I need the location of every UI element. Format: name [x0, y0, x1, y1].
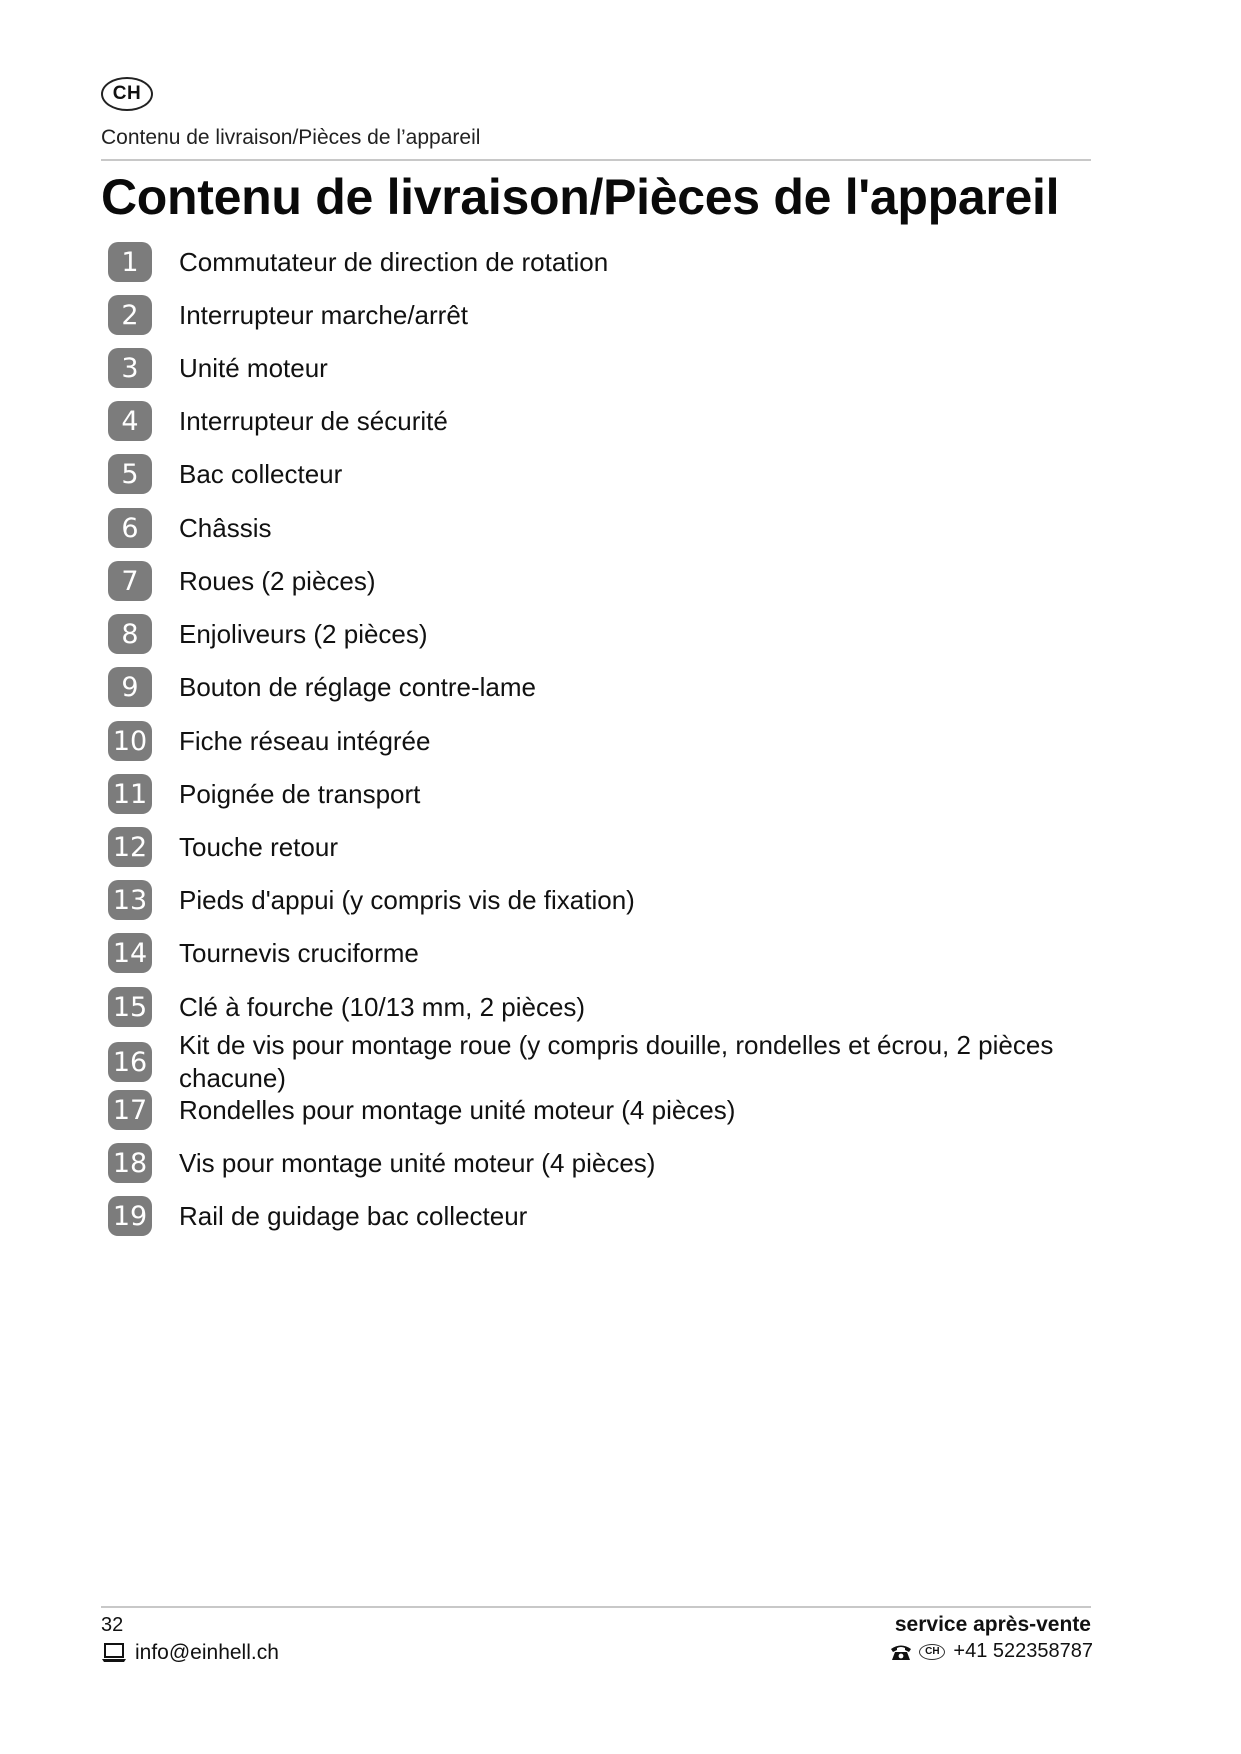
footer-divider: [101, 1606, 1091, 1608]
list-item: [108, 1029, 1068, 1095]
list-item: [108, 721, 1068, 761]
header-divider: [101, 159, 1091, 161]
list-item: [108, 1090, 1068, 1130]
part-label: Châssis: [179, 512, 272, 543]
part-number-badge: 1: [108, 242, 152, 282]
list-item: [108, 1196, 1068, 1236]
country-code: CH: [112, 83, 142, 104]
part-label: Pieds d'appui (y compris vis de fixation): [179, 884, 635, 915]
part-number-badge: 2: [108, 295, 152, 335]
part-number-badge: 12: [108, 827, 152, 867]
part-number-badge: 8: [108, 614, 152, 654]
list-item: [108, 880, 1068, 920]
list-item: [108, 1143, 1068, 1183]
list-item: [108, 667, 1068, 707]
part-label: Vis pour montage unité moteur (4 pièces): [179, 1147, 656, 1178]
part-number-badge: 18: [108, 1143, 152, 1183]
part-label: Rail de guidage bac collecteur: [179, 1200, 528, 1231]
list-item: [108, 454, 1068, 494]
part-label: Rondelles pour montage unité moteur (4 pièces): [179, 1094, 736, 1125]
country-mini-badge: CH: [919, 1644, 945, 1660]
part-number-badge: 10: [108, 721, 152, 761]
part-number-badge: 13: [108, 880, 152, 920]
part-number-badge: 17: [108, 1090, 152, 1130]
part-number-badge: 19: [108, 1196, 152, 1236]
part-label: Touche retour: [179, 831, 338, 862]
phone-number[interactable]: +41 522358787: [953, 1640, 1093, 1662]
part-label: Clé à fourche (10/13 mm, 2 pièces): [179, 991, 586, 1022]
list-item: [108, 242, 1068, 282]
part-label: Enjoliveurs (2 pièces): [179, 618, 428, 649]
part-number-badge: 5: [108, 454, 152, 494]
part-label: Interrupteur de sécurité: [179, 405, 448, 436]
list-item: [108, 561, 1068, 601]
telephone-icon: [889, 1643, 913, 1661]
list-item: [108, 348, 1068, 388]
page-number: 32: [101, 1614, 124, 1636]
part-label: Roues (2 pièces): [179, 565, 376, 596]
part-label: Commutateur de direction de rotation: [179, 246, 609, 277]
part-label: Interrupteur marche/arrêt: [179, 299, 469, 330]
part-label: Fiche réseau intégrée: [179, 725, 431, 756]
laptop-icon: [101, 1642, 127, 1664]
list-item: [108, 827, 1068, 867]
part-label: Poignée de transport: [179, 778, 421, 809]
part-label: Bac collecteur: [179, 458, 343, 489]
list-item: [108, 295, 1068, 335]
part-number-badge: 9: [108, 667, 152, 707]
part-number-badge: 14: [108, 933, 152, 973]
list-item: [108, 933, 1068, 973]
part-number-badge: 11: [108, 774, 152, 814]
part-label: Bouton de réglage contre-lame: [179, 671, 537, 702]
part-label: Tournevis cruciforme: [179, 937, 419, 968]
list-item: [108, 614, 1068, 654]
footer-email: [101, 1641, 279, 1665]
list-item: [108, 401, 1068, 441]
service-title: service après-vente: [894, 1613, 1091, 1636]
footer-phone: [889, 1640, 1093, 1663]
part-number-badge: 16: [108, 1042, 152, 1082]
email-address[interactable]: info@einhell.ch: [135, 1641, 279, 1664]
page-title: Contenu de livraison/Pièces de l'appareil: [101, 169, 1060, 225]
part-number-badge: 4: [108, 401, 152, 441]
breadcrumb: Contenu de livraison/Pièces de l’appareil: [101, 126, 481, 149]
part-number-badge: 15: [108, 987, 152, 1027]
part-number-badge: 7: [108, 561, 152, 601]
list-item: [108, 774, 1068, 814]
list-item: [108, 987, 1068, 1027]
part-label: Kit de vis pour montage roue (y compris douille, rondelles et écrou, 2 pièces chacune): [179, 1030, 1054, 1093]
part-label: Unité moteur: [179, 352, 328, 383]
part-number-badge: 3: [108, 348, 152, 388]
country-badge: [101, 77, 153, 111]
list-item: [108, 508, 1068, 548]
part-number-badge: 6: [108, 508, 152, 548]
